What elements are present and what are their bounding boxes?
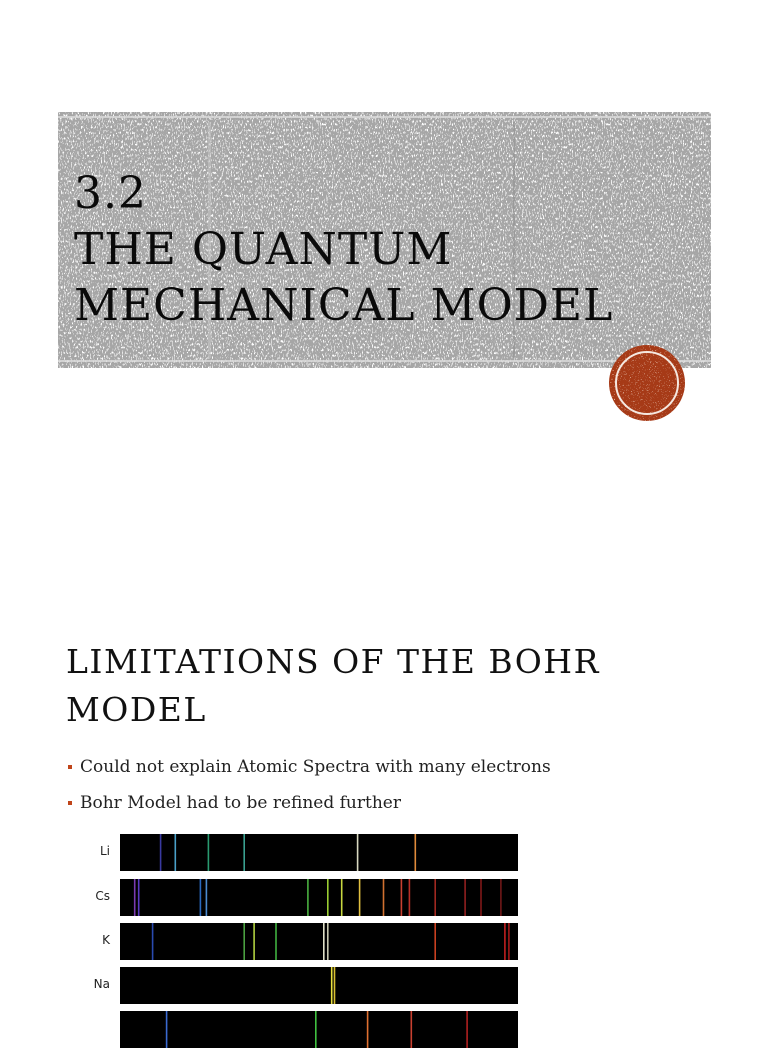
title-line-1: THE QUANTUM — [74, 224, 453, 275]
spectrum-label: Cs — [95, 889, 110, 903]
spectral-line — [504, 923, 506, 960]
spectral-line — [359, 879, 361, 916]
spectral-line — [331, 967, 333, 1004]
spectral-line — [160, 834, 162, 871]
spectral-line — [411, 1011, 413, 1048]
spectral-line — [327, 879, 329, 916]
spectrum-bar — [120, 834, 518, 871]
bullet-text: Could not explain Atomic Spectra with many electrons — [80, 757, 551, 777]
spectrum-lines — [120, 834, 518, 871]
slide-title — [74, 166, 613, 334]
spectral-line — [208, 834, 210, 871]
spectral-line — [175, 834, 177, 871]
spectrum-bar — [120, 1011, 518, 1048]
spectrum-row-k — [0, 923, 768, 961]
spectral-line — [383, 879, 385, 916]
spectral-line — [152, 923, 154, 960]
bullet-item — [66, 756, 551, 778]
spectrum-bar — [120, 923, 518, 960]
spectrum-label: Na — [93, 977, 110, 991]
spectrum-row-li — [0, 834, 768, 872]
bullet-item — [66, 792, 551, 814]
spectrum-lines — [120, 967, 518, 1004]
spectral-line — [166, 1011, 168, 1048]
spectral-line — [401, 879, 403, 916]
spectral-line — [243, 834, 245, 871]
decorative-circle-icon — [608, 344, 686, 422]
bullet-text: Bohr Model had to be refined further — [80, 793, 401, 813]
spectral-line — [243, 923, 245, 960]
spectral-line — [434, 923, 436, 960]
spectral-line — [315, 1011, 317, 1048]
spectrum-lines — [120, 1011, 518, 1048]
spectrum-bar — [120, 879, 518, 916]
spectral-line — [275, 923, 277, 960]
bullet-square-icon — [68, 765, 72, 769]
emission-spectra-figure — [0, 834, 768, 1034]
spectral-line — [134, 879, 136, 916]
spectral-line — [415, 834, 417, 871]
spectral-line — [409, 879, 411, 916]
spectrum-row-na — [0, 967, 768, 1005]
spectral-line — [357, 834, 359, 871]
spectral-line — [327, 923, 329, 960]
heading-line-1: LIMITATIONS OF THE BOHR — [66, 642, 600, 681]
bullet-list — [66, 756, 551, 828]
spectral-line — [206, 879, 208, 916]
spectrum-bar — [120, 967, 518, 1004]
spectral-line — [253, 923, 255, 960]
spectral-line — [138, 879, 140, 916]
bullet-square-icon — [68, 801, 72, 805]
spectrum-lines — [120, 923, 518, 960]
spectral-line — [341, 879, 343, 916]
spectrum-label: K — [102, 933, 110, 947]
spectral-line — [323, 923, 325, 960]
spectral-line — [434, 879, 436, 916]
spectral-line — [334, 967, 336, 1004]
spectrum-lines — [120, 879, 518, 916]
heading-line-2: MODEL — [66, 690, 207, 729]
spectral-line — [200, 879, 202, 916]
spectrum-label: Li — [99, 844, 110, 858]
spectrum-row-cs — [0, 879, 768, 917]
spectral-line — [307, 879, 309, 916]
spectral-line — [500, 879, 502, 916]
title-line-number: 3.2 — [74, 168, 147, 219]
section-heading — [66, 638, 600, 734]
spectral-line — [508, 923, 510, 960]
content-slide — [0, 590, 768, 1024]
spectral-line — [367, 1011, 369, 1048]
title-line-2: MECHANICAL MODEL — [74, 280, 614, 331]
spectrum-row-partial — [0, 1011, 768, 1049]
spectral-line — [464, 879, 466, 916]
spectral-line — [466, 1011, 468, 1048]
spectral-line — [480, 879, 482, 916]
